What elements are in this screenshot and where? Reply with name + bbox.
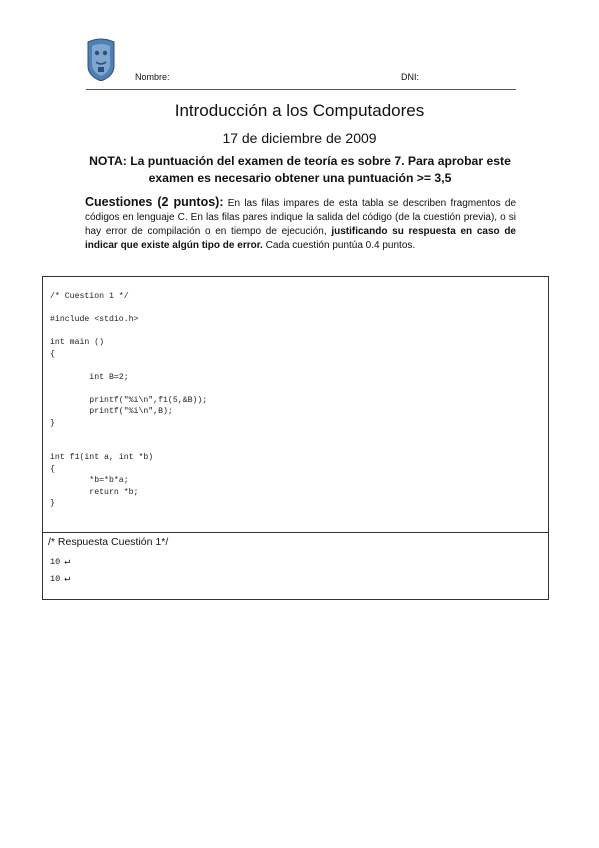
question-table (42, 276, 549, 600)
grading-note: NOTA: La puntuación del examen de teoría es sobre 7. Para aprobar este examen es necesario obtener una puntuación >= 3,5 (89, 154, 511, 185)
instructions-heading: Cuestiones (2 puntos): (85, 195, 224, 209)
return-icon: ↵ (64, 557, 71, 568)
answer-line (50, 573, 70, 585)
instructions-paragraph (85, 195, 516, 253)
exam-title: Introducción a los Computadores (174, 101, 425, 120)
instructions-scoring: Cada cuestión puntúa 0.4 puntos. (262, 240, 416, 251)
return-icon: ↵ (64, 574, 71, 585)
answer-heading: /* Respuesta Cuestión 1*/ (48, 536, 169, 548)
code-snippet: /* Cuestion 1 */ #include <stdio.h> int main () { int B=2; printf("%i\n",f1(5,&B)); printf("%i\n",B); } int f1(int a, int *b) { *b=*b*a; return *b; } (50, 292, 208, 508)
dni-label: DNI: (401, 72, 419, 82)
header-divider (86, 89, 516, 90)
table-row-divider (43, 532, 548, 533)
name-label: Nombre: (135, 72, 170, 82)
answer-value: 10 (50, 574, 61, 584)
answer-value: 10 (50, 557, 61, 567)
university-logo (86, 36, 116, 81)
instructions-text: En las filas impares de esta tabla se describen fragmentos de códigos en lenguaje C. En las filas pares indique la salida del código (de la cuestión previa), o si hay error de compilación o en tiempo de ejecución, (85, 198, 517, 237)
exam-date: 17 de diciembre de 2009 (222, 130, 377, 146)
instructions-emphasis: justificando su respuesta en caso de indicar que existe algún tipo de error. (85, 226, 516, 251)
answer-line (50, 556, 70, 568)
